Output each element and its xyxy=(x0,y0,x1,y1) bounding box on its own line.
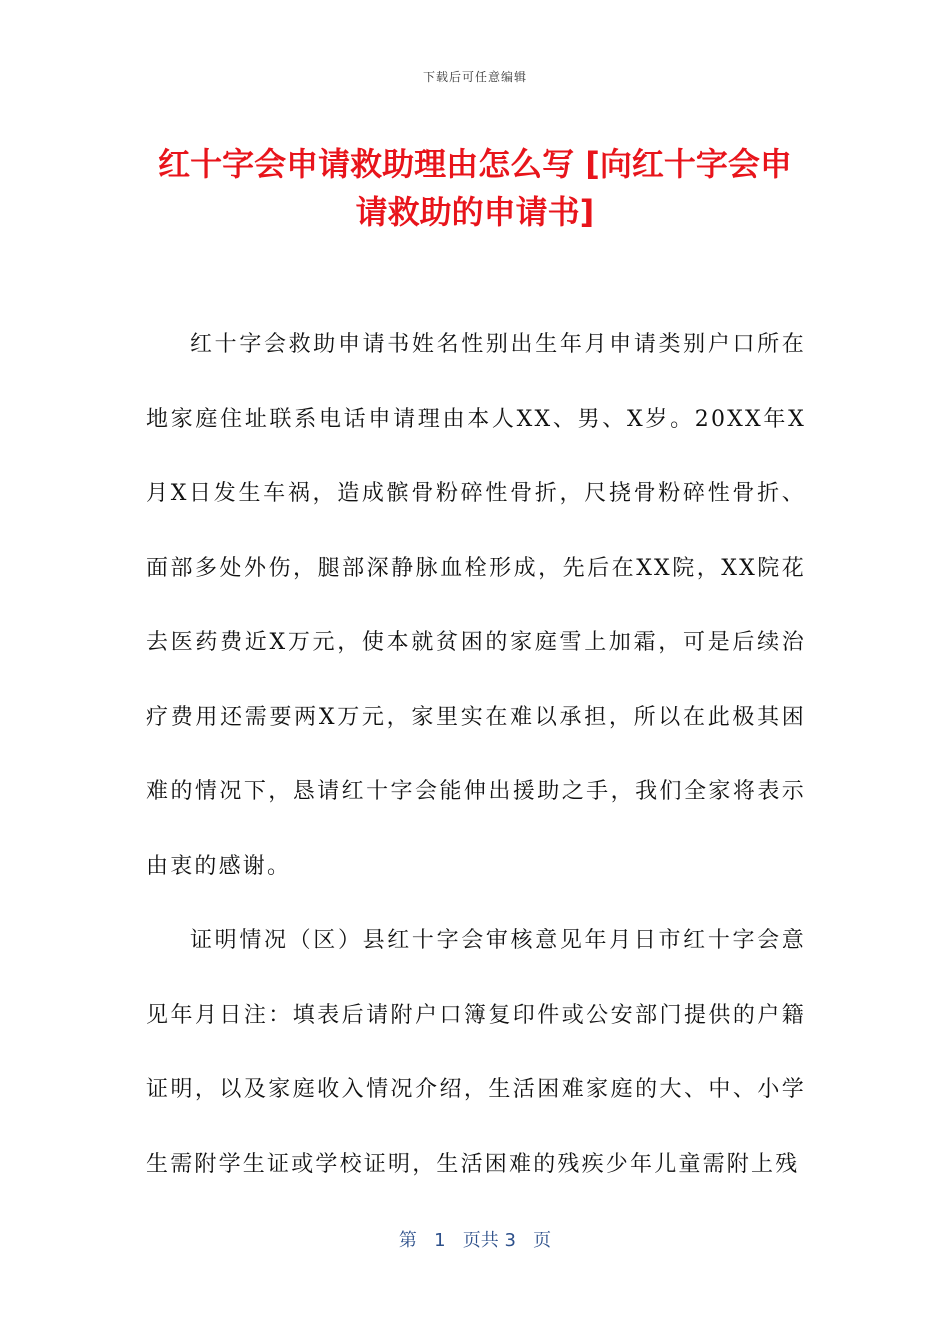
paragraph-1: 红十字会救助申请书姓名性别出生年月申请类别户口所在地家庭住址联系电话申请理由本人XX、男、X岁。20XX年X月X日发生车祸，造成髌骨粉碎性骨折，尺挠骨粉碎性骨折、面部多处外伤，腿部深静脉血栓形成，先后在XX院，XX院花去医药费近X万元，使本就贫困的家庭雪上加霜，可是后续治疗费用还需要两X万元，家里实在难以承担，所以在此极其困难的情况下，恳请红十字会能伸出援助之手，我们全家将表示由衷的感谢。 xyxy=(146,332,806,879)
title-line-2: 请救助的申请书] xyxy=(355,193,595,231)
title-line-1: 红十字会申请救助理由怎么写 [向红十字会申 xyxy=(158,145,792,183)
page-prefix: 第 xyxy=(398,1230,417,1251)
page-suffix: 页 xyxy=(533,1230,552,1251)
page-mid: 页共 xyxy=(462,1230,499,1251)
page-footer xyxy=(0,1226,950,1252)
document-title xyxy=(130,140,820,236)
header-note: 下载后可任意编辑 xyxy=(422,70,527,84)
paragraph-2: 证明情况（区）县红十字会审核意见年月日市红十字会意见年月日注：填表后请附户口簿复印件或公安部门提供的户籍证明，以及家庭收入情况介绍，生活困难家庭的大、中、小学生需附学生证或学校证明，生活困难的残疾少年儿童需附上残 xyxy=(146,928,806,1177)
total-pages-number: 3 xyxy=(504,1230,516,1251)
document-body xyxy=(146,308,806,1202)
current-page-number: 1 xyxy=(434,1230,446,1251)
